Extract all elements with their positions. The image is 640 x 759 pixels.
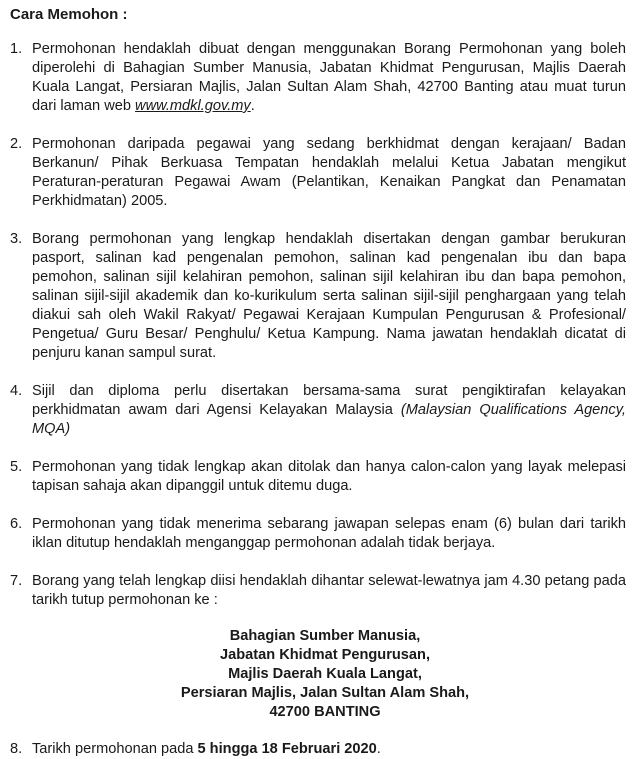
list-item-3 xyxy=(10,230,626,363)
address-line: Majlis Daerah Kuala Langat, xyxy=(228,666,422,682)
item-number: 2. xyxy=(10,136,23,152)
item-text-part: . xyxy=(250,98,255,114)
address-line: Bahagian Sumber Manusia, xyxy=(229,628,421,644)
item-number: 6. xyxy=(10,516,23,532)
item-number: 4. xyxy=(10,383,23,399)
item-text-part: Tarikh permohonan pada xyxy=(32,741,198,757)
section-heading: Cara Memohon : xyxy=(10,6,128,23)
website-link[interactable]: www.mdkl.gov.my xyxy=(135,98,251,114)
address-line: Jabatan Khidmat Pengurusan, xyxy=(219,647,431,663)
mqa-italic-text: (Malaysian Qualifications Agency, MQA) xyxy=(32,402,626,437)
list-item-8 xyxy=(10,740,626,759)
item-text: Permohonan yang tidak lengkap akan ditolak dan hanya calon-calon yang layak melepasi tapisan sahaja akan dipanggil untuk ditemu duga. xyxy=(32,459,626,494)
item-text: Permohonan daripada pegawai yang sedang berkhidmat dengan kerajaan/ Badan Berkanun/ Pihak Berkuasa Tempatan hendaklah melalui Ketua Jabatan mengikut Peraturan-peraturan Pegawai Awam (Pelantikan, Kenaikan Pangkat dan Penamatan Perkhidmatan) 2005. xyxy=(32,136,626,209)
list-item-1 xyxy=(10,40,626,116)
list-item-6 xyxy=(10,515,626,553)
item-number: 1. xyxy=(10,41,23,57)
item-text-part: Permohonan hendaklah dibuat dengan menggunakan Borang Permohonan yang boleh diperolehi di Bahagian Sumber Manusia, Jabatan Khidmat Pengurusan, Majlis Daerah Kuala Langat, Persiaran Majlis, Jalan Sultan Alam Shah, 42700 Banting atau muat turun dari laman web xyxy=(32,41,626,114)
address-line: 42700 BANTING xyxy=(269,704,381,720)
item-text-part: Sijil dan diploma perlu disertakan bersama-sama surat pengiktirafan kelayakan perkhidmatan awam dari Agensi Kelayakan Malaysia xyxy=(32,383,626,418)
item-number: 5. xyxy=(10,459,23,475)
item-text: Permohonan yang tidak menerima sebarang jawapan selepas enam (6) bulan dari tarikh iklan ditutup hendaklah menganggap permohonan adalah tidak berjaya. xyxy=(32,516,626,551)
item-text xyxy=(32,382,626,439)
list-item-7 xyxy=(10,572,626,610)
item-number: 8. xyxy=(10,741,23,757)
address-line: Persiaran Majlis, Jalan Sultan Alam Shah, xyxy=(180,685,470,701)
list-item-4 xyxy=(10,382,626,439)
list-item-5 xyxy=(10,458,626,496)
item-text: Borang yang telah lengkap diisi hendaklah dihantar selewat-lewatnya jam 4.30 petang pada tarikh tutup permohonan ke : xyxy=(32,573,626,608)
item-text: Borang permohonan yang lengkap hendaklah disertakan dengan gambar berukuran pasport, salinan kad pengenalan pemohon, salinan kad pengenalan ibu dan bapa pemohon, salinan sijil kelahiran pemohon, salinan sijil kelahiran ibu dan bapa pemohon, salinan sijil-sijil akademik dan ko-kurikulum serta salinan sijil-sijil penghargaan yang telah diakui sah oleh Wakil Rakyat/ Pegawai Kerajaan Kumpulan Pengurusan & Profesional/ Pengetua/ Guru Besar/ Penghulu/ Ketua Kampung. Nama jawatan hendaklah dicatat di penjuru kanan sampul surat. xyxy=(32,231,626,361)
list-item-2 xyxy=(10,135,626,211)
application-dates: 5 hingga 18 Februari 2020 xyxy=(197,741,377,757)
mailing-address xyxy=(10,627,626,722)
item-text-part: . xyxy=(376,741,381,757)
item-text xyxy=(32,740,626,759)
item-number: 7. xyxy=(10,573,23,589)
item-number: 3. xyxy=(10,231,23,247)
item-text xyxy=(32,40,626,116)
